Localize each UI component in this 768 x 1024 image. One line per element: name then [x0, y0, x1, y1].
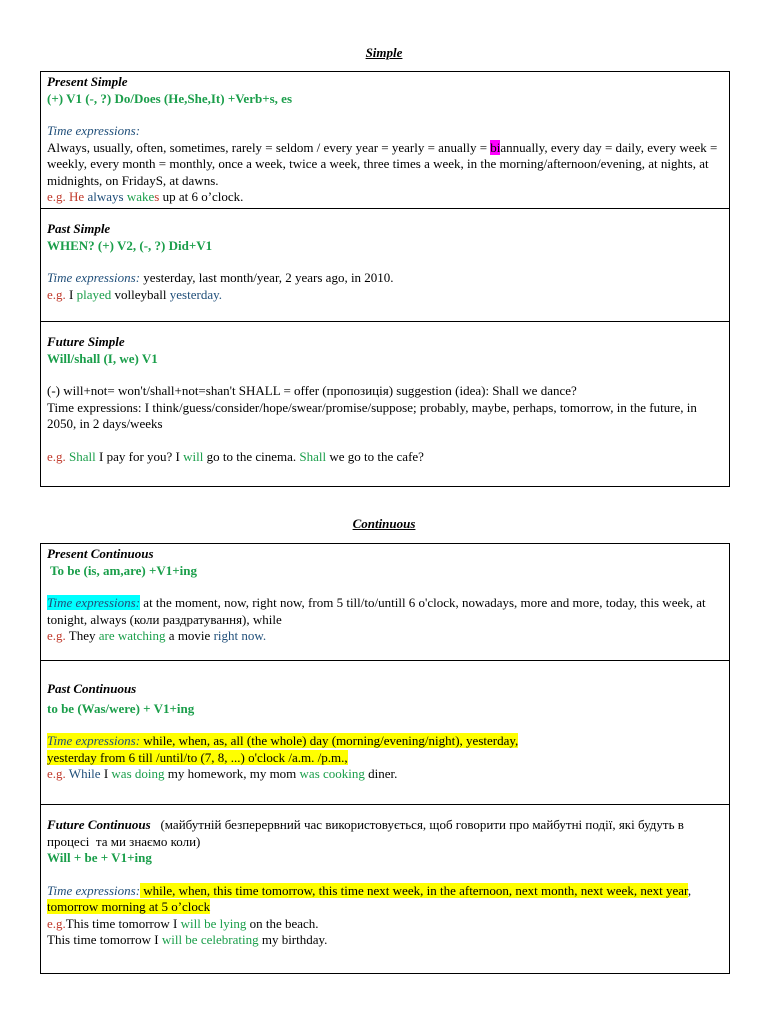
- eg-mid: a movie: [165, 628, 214, 643]
- te-text-2: yesterday from 6 till /until/to (7, 8, ...) o'clock /a.m. /p.m.,: [47, 749, 348, 765]
- eg2-text-1: This time tomorrow I: [47, 932, 162, 947]
- time-expressions-text: [47, 270, 723, 287]
- simple-table: [40, 71, 730, 487]
- future-continuous-heading: Future Continuous: [47, 817, 151, 832]
- past-simple-cell: [41, 209, 729, 322]
- eg-adverb: always: [87, 189, 124, 204]
- section-title-simple: Simple: [365, 45, 403, 60]
- eg-text-2: on the beach.: [246, 915, 319, 931]
- present-simple-formula: (+) V1 (-, ?) Do/Does (He,She,It) +Verb+s, es: [47, 90, 293, 106]
- time-expressions-text: [47, 595, 723, 628]
- future-simple-cell: [41, 322, 729, 486]
- past-continuous-formula: to be (Was/were) + V1+ing: [47, 700, 195, 716]
- example-2: [47, 932, 723, 949]
- time-expressions-line-2: [47, 750, 723, 767]
- time-expressions-text: Time expressions: I think/guess/consider/hope/swear/promise/suppose; probably, maybe, perhaps, tomorrow, in the future, in 2050, in 2 days/weeks: [47, 399, 697, 431]
- eg-verb: wake: [126, 189, 155, 204]
- future-simple-heading: Future Simple: [47, 334, 125, 349]
- eg-text-1: This time tomorrow I: [65, 915, 181, 931]
- time-expressions-text: [47, 883, 723, 916]
- example: [47, 189, 723, 206]
- past-simple-heading: Past Simple: [47, 221, 111, 236]
- eg-verb-2: was cooking: [299, 766, 365, 781]
- eg-shall-2: Shall: [299, 448, 327, 464]
- eg-text-1: I pay for you? I: [95, 448, 184, 464]
- eg-subject: I: [100, 766, 112, 781]
- future-simple-note: (-) will+not= won't/shall+not=shan't SHALL = offer (пропозиція) suggestion (idea): Shall we dance?: [47, 383, 577, 398]
- eg-subject: He: [69, 189, 85, 204]
- eg-while: While: [65, 766, 101, 781]
- eg-verb: will be lying: [180, 915, 247, 931]
- eg-label: e.g.: [47, 766, 66, 781]
- te-highlight-2: tomorrow morning at 5 o’clock: [47, 899, 211, 914]
- future-continuous-cell: [41, 805, 729, 973]
- te-comma: ,: [687, 882, 692, 898]
- example: [47, 449, 723, 466]
- te-part-a: Always, usually, often, sometimes, rarely = seldom / every year = yearly = anually =: [47, 139, 491, 155]
- section-title-continuous: Continuous: [352, 516, 416, 531]
- past-continuous-heading: Past Continuous: [47, 681, 137, 696]
- eg-subject: I: [65, 286, 77, 302]
- eg-verb-1: was doing: [111, 766, 165, 781]
- eg-mid: volleyball: [111, 286, 170, 302]
- te-highlight-1: while, when, this time tomorrow, this time next week, in the afternoon, next month, next week, next year: [140, 882, 688, 898]
- eg-verb: played: [76, 286, 112, 302]
- eg-label: e.g.: [47, 448, 66, 464]
- eg-mid: my homework, my mom: [164, 766, 300, 781]
- te-text: yesterday, last month/year, 2 years ago, in 2010.: [140, 270, 394, 285]
- eg-will: will: [183, 448, 204, 464]
- eg-text-2: go to the cinema.: [203, 448, 300, 464]
- past-simple-formula: WHEN? (+) V2, (-, ?) Did+V1: [47, 237, 213, 253]
- future-continuous-heading-row: [47, 817, 723, 850]
- eg-rest: up at 6 o’clock.: [159, 189, 244, 204]
- te-highlight: bi: [490, 139, 501, 155]
- continuous-table: [40, 543, 730, 974]
- future-continuous-note: (майбутній безперервний час використовується, щоб говорити про майбутні події, які будуть в процесі та ми знаємо коли): [47, 817, 688, 849]
- time-expressions-text: [47, 140, 723, 190]
- present-continuous-cell: [41, 544, 729, 661]
- eg-text-3: we go to the cafe?: [326, 448, 424, 464]
- example-1: [47, 916, 723, 933]
- example: [47, 287, 723, 304]
- eg-label: e.g.: [47, 915, 66, 931]
- eg-subject: They: [65, 628, 99, 643]
- eg2-text-2: my birthday.: [258, 932, 328, 947]
- example: [47, 628, 723, 645]
- te-label: Time expressions:: [47, 882, 141, 898]
- eg-label: e.g.: [47, 286, 66, 302]
- te-label: Time expressions:: [47, 595, 141, 610]
- time-expressions-label: Time expressions:: [47, 123, 141, 138]
- eg-verb: are watching: [98, 628, 166, 643]
- present-simple-cell: [41, 72, 729, 209]
- eg-label: e.g.: [47, 189, 66, 204]
- future-continuous-formula: Will + be + V1+ing: [47, 850, 152, 865]
- eg-end: diner.: [364, 766, 398, 781]
- eg-time: right now.: [213, 628, 267, 643]
- past-continuous-cell: [41, 661, 729, 805]
- te-label: Time expressions:: [47, 270, 141, 285]
- eg-time: yesterday.: [169, 286, 222, 302]
- present-continuous-heading: Present Continuous: [47, 546, 154, 561]
- eg-shall-1: Shall: [69, 448, 96, 464]
- eg2-verb: will be celebrating: [161, 932, 259, 947]
- present-simple-heading: Present Simple: [47, 74, 128, 89]
- te-label: Time expressions:: [47, 733, 141, 748]
- present-continuous-formula: To be (is, am,are) +V1+ing: [47, 562, 198, 578]
- example: [47, 766, 723, 783]
- future-simple-formula: Will/shall (I, we) V1: [47, 350, 158, 366]
- eg-ending: s: [154, 189, 160, 204]
- time-expressions-line-1: [47, 733, 723, 750]
- eg-label: e.g.: [47, 628, 66, 643]
- te-text-1: while, when, as, all (the whole) day (morning/evening/night), yesterday,: [140, 733, 519, 748]
- te-text: at the moment, now, right now, from 5 till/to/untill 6 o'clock, nowadays, more and more, today, this week, at tonight, always (коли раздратування), while: [47, 595, 706, 627]
- te-part-b: annually, every day = daily, every week = weekly, every month = monthly, once a week, twice a week, three times a week, in the morning/afternoon/evening, at nights, at midnights, on FridayS, at dawns.: [47, 139, 718, 188]
